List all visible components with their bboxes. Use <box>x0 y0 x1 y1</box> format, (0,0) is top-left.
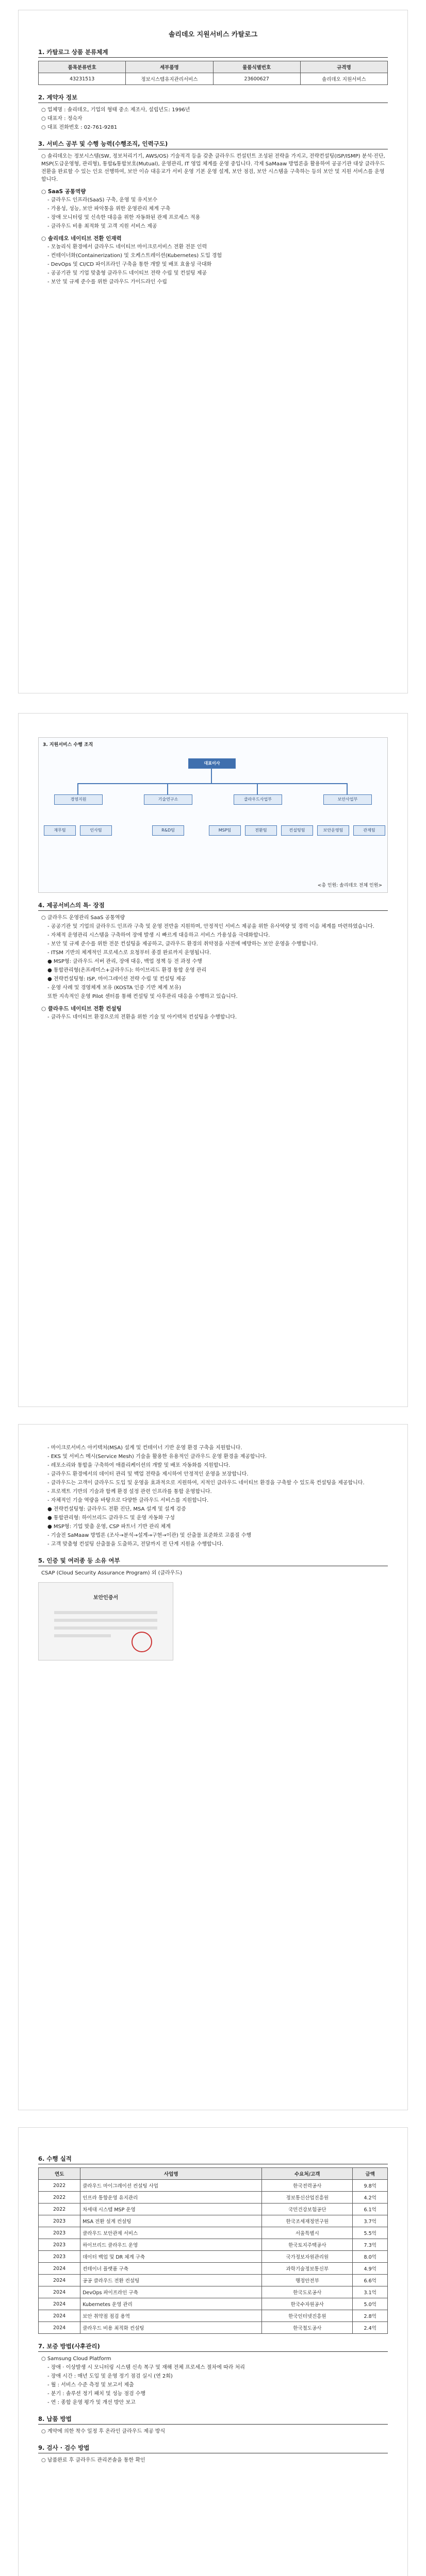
warranty-line: - 연 : 종합 운영 평가 및 개선 방안 보고 <box>47 2400 136 2405</box>
table-cell: Kubernetes 운영 관리 <box>80 2298 262 2310</box>
table-cell: 정보통신산업진흥원 <box>262 2192 353 2204</box>
warranty-line: - 월 : 서비스 수준 측정 및 보고서 제출 <box>47 2382 134 2388</box>
certificate-line-decor <box>54 1619 157 1622</box>
table-cell: 3.1억 <box>353 2286 388 2298</box>
section-heading-strengths: 4. 제공서비스의 특· 장점 <box>38 901 388 911</box>
table-cell: 한국도로공사 <box>262 2286 353 2298</box>
table-cell: 차세대 시스템 MSP 운영 <box>80 2204 262 2215</box>
section-heading-delivery: 8. 납품 방법 <box>38 2415 388 2425</box>
table-cell: 2.4억 <box>353 2322 388 2334</box>
table-cell: 3.7억 <box>353 2215 388 2227</box>
contractor-line: ○ 대표 전화번호 : 02-761-9281 <box>41 125 118 130</box>
strength-line: - 공공기관 및 기업의 클라우드 인프라 구축 및 운영 전반을 지원하며, 안정적인 서비스 제공을 위한 유사역량 및 경력 이음 체계를 마련하였습니다. <box>47 924 374 929</box>
table-cell: MSA 전환 설계 컨설팅 <box>80 2215 262 2227</box>
strength-line: - ITSM 기반의 체계적인 프로세스로 요청부터 종결 완료까지 운영됩니다. <box>47 950 211 956</box>
section-heading-certification: 5. 인증 및 여러종 등 소유 여부 <box>38 1556 388 1566</box>
table-cell: 2024 <box>39 2298 80 2310</box>
inspection-line: ○ 납품완료 후 클라우드 관리콘솔을 통한 확인 <box>41 2458 145 2463</box>
table-cell: 2023 <box>39 2215 80 2227</box>
table-cell: 한국전력공사 <box>262 2180 353 2192</box>
org-node-team: 전환팀 <box>245 825 277 836</box>
table-cell: 2023 <box>39 2239 80 2251</box>
org-connector <box>167 783 168 794</box>
section-heading-performance: 6. 수행 실적 <box>38 2155 388 2164</box>
table-row <box>39 2192 388 2204</box>
table-cell: 인프라 통합운영 유지관리 <box>80 2192 262 2204</box>
org-node-dept: 경영지원 <box>54 794 103 805</box>
table-cell: 2.8억 <box>353 2310 388 2322</box>
table-cell: 43231513 <box>39 73 126 85</box>
org-node-dept: 기술연구소 <box>144 794 192 805</box>
table-cell: 9.8억 <box>353 2180 388 2192</box>
document-page-2 <box>19 714 407 1406</box>
document-title: 솔리데오 지원서비스 카탈로그 <box>168 31 258 39</box>
table-cell: 6.6억 <box>353 2275 388 2286</box>
table-cell: 2024 <box>39 2322 80 2334</box>
table-cell: 6.1억 <box>353 2204 388 2215</box>
org-node-team: 재무팀 <box>44 825 76 836</box>
table-cell: DevOps 파이프라인 구축 <box>80 2286 262 2298</box>
org-chart-footnote: <총 인원: 솔리데오 전체 인원> <box>317 883 382 888</box>
table-header: 수요처/고객 <box>262 2168 353 2180</box>
org-connector <box>77 783 78 794</box>
org-node-team: 관제팀 <box>353 825 385 836</box>
subheading-saas: ○ SaaS 공통역량 <box>41 189 86 195</box>
strength-line: ● MSP형: 클라우드 서버 관리, 장애 대응, 백업 정책 등 전 과정 수행 <box>47 959 202 964</box>
table-cell: 한국수자원공사 <box>262 2298 353 2310</box>
table-cell: 한국조세재정연구원 <box>262 2215 353 2227</box>
section-heading-inspection: 9. 검사 · 검수 방법 <box>38 2444 388 2453</box>
org-node-team: 보안운영팀 <box>317 825 349 836</box>
subheading-native: ○ 솔리데오 네이티브 전환 인재력 <box>41 235 122 242</box>
document-page-3 <box>19 1425 407 2110</box>
org-node-dept: 보안사업부 <box>323 794 372 805</box>
table-header: 사업명 <box>80 2168 262 2180</box>
certification-line: CSAP (Cloud Security Assurance Program) 외 (클라우드) <box>41 1570 183 1576</box>
strength-line: - 자체적 운영관리 시스템을 구축하여 장애 발생 시 빠르게 대응하고 서비스 가용성을 극대화합니다. <box>47 933 270 938</box>
strength-line: - 고객 맞춤형 컨설팅 산출물을 도출하고, 전달까지 전 단계 지원을 수행합니다. <box>47 1541 224 1547</box>
table-cell: 국민건강보험공단 <box>262 2204 353 2215</box>
strength-line: - 보안 및 규제 준수를 위한 전문 컨설팅을 제공하고, 클라우드 환경의 취약점을 사전에 예방하는 보안 운영을 수행합니다. <box>47 941 318 947</box>
table-cell: 2022 <box>39 2192 80 2204</box>
table-cell: 한국철도공사 <box>262 2322 353 2334</box>
list-item: - 공공기관 및 기업 맞춤형 클라우드 네이티브 전략 수립 및 컨설팅 제공 <box>47 270 207 276</box>
table-cell: 5.0억 <box>353 2298 388 2310</box>
org-chart-caption: 3. 지원서비스 수행 조직 <box>43 742 93 748</box>
table-cell: 2024 <box>39 2275 80 2286</box>
certificate-line-decor <box>54 1634 111 1637</box>
list-item: - 모놀리식 환경에서 클라우드 네이티브 마이크로서비스 전환 전문 인력 <box>47 244 207 250</box>
table-cell: 행정안전부 <box>262 2275 353 2286</box>
section-heading-contractor: 2. 계약자 정보 <box>38 93 388 103</box>
org-connector <box>77 783 347 784</box>
table-row <box>39 2215 388 2227</box>
table-row <box>39 2180 388 2192</box>
table-cell: 과학기술정보통신부 <box>262 2263 353 2275</box>
table-cell: 2023 <box>39 2227 80 2239</box>
table-row <box>39 2204 388 2215</box>
subheading-cloud-native: ○ 클라우드 네이티브 전환 컨설팅 <box>41 1006 122 1012</box>
org-node-team: 컨설팅팀 <box>281 825 313 836</box>
warranty-line: - 분기 : 솔루션 정기 패치 및 성능 점검 수행 <box>47 2391 146 2397</box>
strength-line: - 클라우드 환경에서의 데이터 관리 및 백업 전략을 제시하여 안정적인 운영을 보장합니다. <box>47 1471 249 1477</box>
contractor-line: ○ 업체명 : 솔리데오, 기업의 형태 중소 제조사, 설립년도: 1996년 <box>41 107 190 113</box>
org-node-team: R&D팀 <box>152 825 184 836</box>
table-cell: 23600627 <box>213 73 300 85</box>
table-cell: 2024 <box>39 2286 80 2298</box>
table-cell: 4.2억 <box>353 2192 388 2204</box>
performance-table <box>38 2167 388 2334</box>
strength-line: - 운영 사례 및 경영체계 보유 (KOSTA 인증 기반 체계 보유) <box>47 985 182 991</box>
table-cell: 한국토지주택공사 <box>262 2239 353 2251</box>
strength-line: ● MSP형: 기업 맞춤 운영, CSP 파트너 기반 관리 체계 <box>47 1524 171 1530</box>
table-cell: 2023 <box>39 2251 80 2263</box>
table-cell: 한국인터넷진흥원 <box>262 2310 353 2322</box>
strength-line: ● 통합관리형(온프레미스+클라우드): 하이브리드 환경 통합 운영 관리 <box>47 968 207 973</box>
list-item: - 클라우드 인프라(SaaS) 구축, 운영 및 유지보수 <box>47 197 158 203</box>
table-row <box>39 2322 388 2334</box>
table-header: 세부품명 <box>126 61 213 73</box>
org-node-dept: 클라우드사업부 <box>234 794 282 805</box>
table-cell: 7.3억 <box>353 2239 388 2251</box>
table-cell: 국가정보자원관리원 <box>262 2251 353 2263</box>
certificate-title: 보안인증서 <box>93 1595 119 1601</box>
org-connector <box>211 768 212 783</box>
strength-line: - 기술전 SaMaaw 방법론 (조사→분석→설계→구현→이관) 및 산출물 표준화로 고품질 수행 <box>47 1533 252 1538</box>
list-item: - 보안 및 규제 준수를 위한 클라우드 가이드라인 수립 <box>47 279 167 285</box>
strength-line: - 자체적인 기술 역량을 바탕으로 다양한 클라우드 서비스를 지원합니다. <box>47 1498 209 1503</box>
warranty-line: - 장애 시간 : 매년 도입 및 운영 정기 점검 실시 (연 2회) <box>47 2374 173 2379</box>
table-header: 연도 <box>39 2168 80 2180</box>
table-cell: 정보시스템유지관리서비스 <box>126 73 213 85</box>
org-node-ceo: 대표이사 <box>188 758 236 769</box>
table-cell: 4.9억 <box>353 2263 388 2275</box>
strength-line: - 클라우드 네이티브 환경으로의 전환을 위한 기술 및 아키텍처 컨설팅을 수행합니다. <box>47 1014 237 1020</box>
table-cell: 하이브리드 클라우드 운영 <box>80 2239 262 2251</box>
seal-icon <box>132 1632 152 1652</box>
table-row <box>39 2263 388 2275</box>
strength-line: ● 전략컨설팅형: 클라우드 전환 진단, MSA 설계 및 설계 검증 <box>47 1506 186 1512</box>
org-connector <box>257 783 258 794</box>
contractor-line: ○ 대표자 : 정숙자 <box>41 116 83 122</box>
strength-line: - 마이크로서비스 아키텍처(MSA) 설계 및 컨테이너 기반 운영 환경 구축을 지원합니다. <box>47 1445 242 1451</box>
table-cell: 클라우드 비용 최적화 컨설팅 <box>80 2322 262 2334</box>
table-row <box>39 2310 388 2322</box>
table-cell: 5.5억 <box>353 2227 388 2239</box>
table-row <box>39 2251 388 2263</box>
strength-line: - 프로젝트 기반의 기술과 함께 환경 설정 관련 인프라를 통합 운영합니다. <box>47 1489 212 1495</box>
warranty-line: - 장애 · 이상발생 시 모니터링 시스템 신속 복구 및 재해 전체 프로세스 절차에 따라 처리 <box>47 2365 245 2370</box>
strength-line: - 레포소리와 통합을 구축하여 애플리케이션의 개발 및 배포 자동화를 지원합니다. <box>47 1463 231 1468</box>
delivery-line: ○ 계약에 의한 착수 일정 후 온라인 클라우드 제공 방식 <box>41 2429 166 2434</box>
table-header: 품목분류번호 <box>39 61 126 73</box>
org-connector <box>347 783 348 794</box>
org-chart <box>38 737 388 893</box>
list-item: - 장애 모니터링 및 신속한 대응을 위한 자동화된 관제 프로세스 적용 <box>47 215 201 221</box>
table-cell: 서울특별시 <box>262 2227 353 2239</box>
table-cell: 컨테이너 플랫폼 구축 <box>80 2263 262 2275</box>
strength-note: 또한 지속적인 운영 Pilot 센터를 통해 컨설팅 및 사후관리 대응을 수행하고 있습니다. <box>47 994 238 999</box>
section-heading-capability: 3. 서비스 공부 및 수행 능력(수행조직, 인력구도) <box>38 140 388 149</box>
table-cell: 2022 <box>39 2180 80 2192</box>
table-cell: 클라우드 보안관제 서비스 <box>80 2227 262 2239</box>
table-row <box>39 2286 388 2298</box>
certificate-line-decor <box>54 1611 157 1614</box>
table-row <box>39 2239 388 2251</box>
table-cell: 클라우드 마이그레이션 컨설팅 사업 <box>80 2180 262 2192</box>
warranty-line: ○ Samsung Cloud Platform <box>41 2356 111 2362</box>
table-row <box>39 2227 388 2239</box>
table-cell: 2022 <box>39 2204 80 2215</box>
list-item: - DevOps 및 CI/CD 파이프라인 구축을 통한 개발 및 배포 효율성 극대화 <box>47 262 212 267</box>
table-header: 금액 <box>353 2168 388 2180</box>
table-cell: 솔리데오 지원서비스 <box>300 73 387 85</box>
certificate-line-decor <box>54 1626 157 1630</box>
table-header: 규격명 <box>300 61 387 73</box>
table-row <box>39 2275 388 2286</box>
strength-line: - EKS 및 서비스 메시(Service Mesh) 기술을 활용한 유용적인 클라우드 운영 환경을 제공합니다. <box>47 1454 267 1460</box>
table-cell: 데이터 백업 및 DR 체계 구축 <box>80 2251 262 2263</box>
table-cell: 8.0억 <box>353 2251 388 2263</box>
list-item: - 가용성, 성능, 보안 파악통을 위한 운영관리 체계 구축 <box>47 206 171 212</box>
strength-line: ○ 클라우드 운영관리 SaaS 공통역량 <box>41 915 125 921</box>
org-node-team: 인사팀 <box>80 825 112 836</box>
section-heading-classification: 1. 카탈로그 상품 분류체계 <box>38 48 388 58</box>
list-item: - 컨테이너화(Containerization) 및 오케스트레이션(Kubernetes) 도입 경험 <box>47 253 222 259</box>
table-cell: 공공 클라우드 전환 컨설팅 <box>80 2275 262 2286</box>
certificate-image <box>38 1582 173 1660</box>
strength-line: ● 통합관리형: 하이브리드 클라우드 및 운영 자동화 구성 <box>47 1515 175 1521</box>
section-heading-warranty: 7. 보증 방법(사후관리) <box>38 2342 388 2352</box>
strength-line: - 클라우드는 고객이 클라우드 도입 및 운영을 효과적으로 지원하여, 지적인 클라우드 네이티브 환경을 구축할 수 있도록 컨설팅을 제공합니다. <box>47 1480 365 1486</box>
table-row <box>39 2298 388 2310</box>
table-cell: 2024 <box>39 2310 80 2322</box>
table-cell: 2024 <box>39 2263 80 2275</box>
table-header: 물품식별번호 <box>213 61 300 73</box>
strength-line: ● 전략컨설팅형: ISP, 마이그레이션 전략 수립 및 컨설팅 제공 <box>47 976 186 982</box>
capability-intro: ○ 솔리데오는 정보시스템(SW, 정보처리기기, AWS/OS) 기술적격 등을 갖춘 클라우드 컨설턴트 조성된 전략을 가지고, 전략컨설팅(ISP/ISMP) 분석·진단, MSP(도급운영형, 관리형), 통합&통합보호(Mutual), 운영관리, IT 영업 체계를 운영 중입니다. 각제 SaMaaw 방법론을 활용하여 공공기관 대상 클라우드 전환을 완료할 수 있는 인요 선행하여, 보안 이슈 대응교가 서비 운영 기본 운영 설계, 보안 점검, 보안 시스템을 구축하는 등의 보안 및 지원 서비스를 운영합니다. <box>41 154 385 182</box>
org-node-team: MSP팀 <box>209 825 241 836</box>
list-item: - 클라우드 비용 최적화 및 고객 지원 서비스 제공 <box>47 224 157 229</box>
document-page-1 <box>19 10 407 693</box>
classification-table <box>38 61 388 85</box>
document-page-4 <box>19 2128 407 2576</box>
table-cell: 보안 취약점 점검 용역 <box>80 2310 262 2322</box>
